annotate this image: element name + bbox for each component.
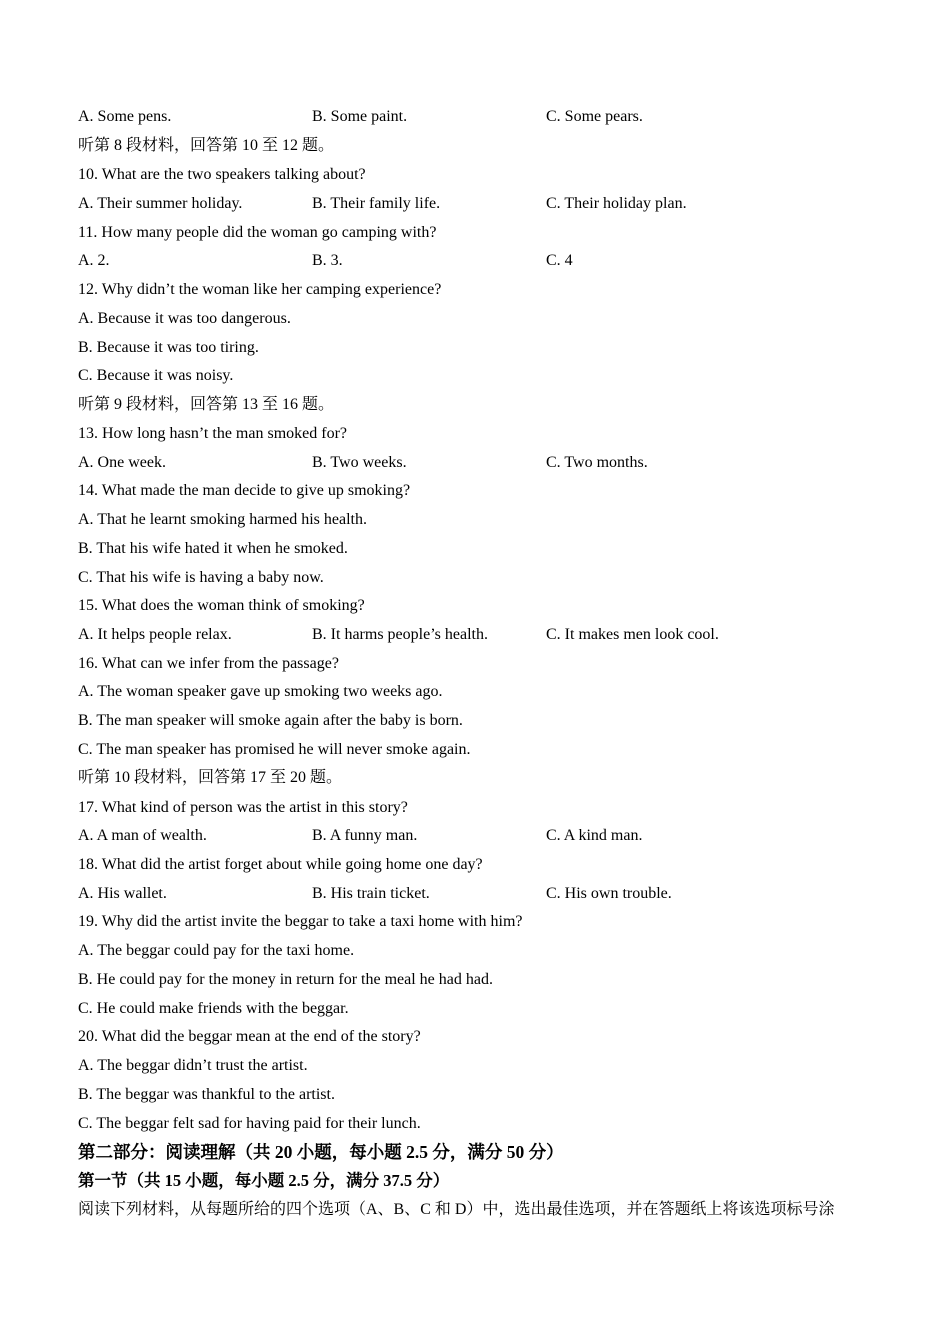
options-row-q18 bbox=[78, 884, 878, 904]
question-15: 15. What does the woman think of smoking? bbox=[78, 597, 365, 614]
option-c: C. Because it was noisy. bbox=[78, 367, 234, 384]
section-intro-10: 听第 10 段材料，回答第 17 至 20 题。 bbox=[78, 769, 343, 786]
options-row-q15 bbox=[78, 625, 878, 645]
question-13: 13. How long hasn’t the man smoked for? bbox=[78, 425, 347, 442]
options-row-q10 bbox=[78, 194, 878, 214]
option-c: C. Some pears. bbox=[546, 108, 643, 125]
option-c: C. Two months. bbox=[546, 454, 648, 471]
option-b: B. His train ticket. bbox=[312, 885, 430, 902]
question-17: 17. What kind of person was the artist in this story? bbox=[78, 799, 408, 816]
option-c: C. The beggar felt sad for having paid for their lunch. bbox=[78, 1115, 421, 1132]
option-c: C. Their holiday plan. bbox=[546, 195, 687, 212]
question-20: 20. What did the beggar mean at the end of the story? bbox=[78, 1028, 421, 1045]
option-b: B. It harms people’s health. bbox=[312, 626, 488, 643]
option-a: A. That he learnt smoking harmed his health. bbox=[78, 511, 367, 528]
option-a: A. Some pens. bbox=[78, 108, 172, 125]
option-a: A. The beggar could pay for the taxi home. bbox=[78, 942, 355, 959]
options-row-q13 bbox=[78, 453, 878, 473]
option-a: A. His wallet. bbox=[78, 885, 167, 902]
option-c: C. The man speaker has promised he will never smoke again. bbox=[78, 741, 471, 758]
option-c: C. His own trouble. bbox=[546, 885, 672, 902]
question-19: 19. Why did the artist invite the beggar to take a taxi home with him? bbox=[78, 913, 523, 930]
question-14: 14. What made the man decide to give up smoking? bbox=[78, 482, 411, 499]
option-c: C. He could make friends with the beggar. bbox=[78, 1000, 349, 1017]
option-a: A. One week. bbox=[78, 454, 166, 471]
reading-instructions: 阅读下列材料，从每题所给的四个选项（A、B、C 和 D）中，选出最佳选项，并在答题纸上将该选项标号涂 bbox=[78, 1201, 835, 1218]
option-b: B. Their family life. bbox=[312, 195, 441, 212]
option-a: A. Their summer holiday. bbox=[78, 195, 243, 212]
option-b: B. The beggar was thankful to the artist. bbox=[78, 1086, 335, 1103]
option-c: C. A kind man. bbox=[546, 827, 643, 844]
option-b: B. A funny man. bbox=[312, 827, 418, 844]
part-two-heading: 第二部分：阅读理解（共 20 小题，每小题 2.5 分，满分 50 分） bbox=[78, 1142, 564, 1162]
section-intro-8: 听第 8 段材料，回答第 10 至 12 题。 bbox=[78, 137, 335, 154]
option-a: A. The woman speaker gave up smoking two weeks ago. bbox=[78, 683, 443, 700]
question-11: 11. How many people did the woman go camping with? bbox=[78, 224, 437, 241]
question-10: 10. What are the two speakers talking about? bbox=[78, 166, 366, 183]
option-b: B. He could pay for the money in return for the meal he had had. bbox=[78, 971, 493, 988]
option-c: C. That his wife is having a baby now. bbox=[78, 569, 324, 586]
option-a: A. 2. bbox=[78, 252, 110, 269]
question-18: 18. What did the artist forget about while going home one day? bbox=[78, 856, 483, 873]
options-row-q17 bbox=[78, 826, 878, 846]
section-one-heading: 第一节（共 15 小题，每小题 2.5 分，满分 37.5 分） bbox=[78, 1171, 450, 1190]
option-b: B. The man speaker will smoke again after the baby is born. bbox=[78, 712, 463, 729]
option-b: B. Two weeks. bbox=[312, 454, 407, 471]
question-12: 12. Why didn’t the woman like her camping experience? bbox=[78, 281, 442, 298]
options-row-q11 bbox=[78, 251, 878, 271]
option-b: B. 3. bbox=[312, 252, 343, 269]
option-c: C. 4 bbox=[546, 252, 573, 269]
option-a: A. The beggar didn’t trust the artist. bbox=[78, 1057, 308, 1074]
section-intro-9: 听第 9 段材料，回答第 13 至 16 题。 bbox=[78, 396, 335, 413]
option-a: A. A man of wealth. bbox=[78, 827, 207, 844]
question-16: 16. What can we infer from the passage? bbox=[78, 655, 339, 672]
option-a: A. It helps people relax. bbox=[78, 626, 232, 643]
option-b: B. Some paint. bbox=[312, 108, 408, 125]
option-a: A. Because it was too dangerous. bbox=[78, 310, 291, 327]
options-row-q9 bbox=[78, 107, 878, 127]
option-b: B. That his wife hated it when he smoked. bbox=[78, 540, 348, 557]
option-b: B. Because it was too tiring. bbox=[78, 339, 259, 356]
option-c: C. It makes men look cool. bbox=[546, 626, 719, 643]
